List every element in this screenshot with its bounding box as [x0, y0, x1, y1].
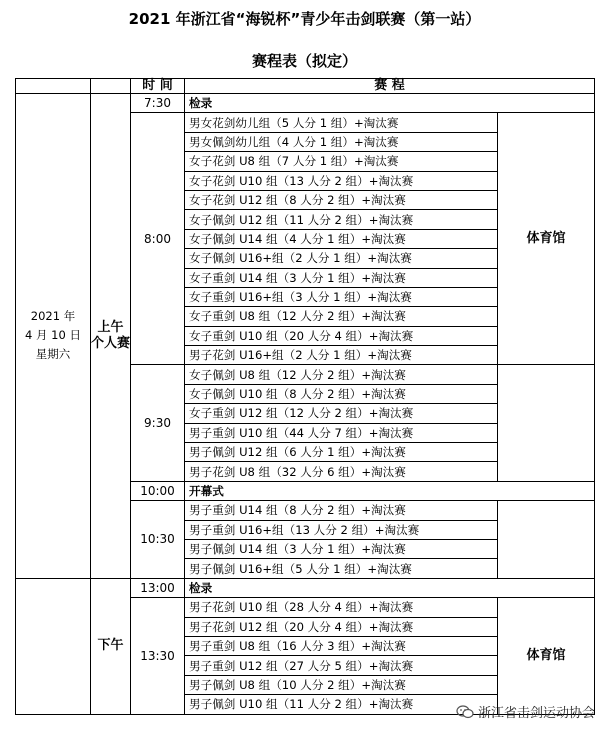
session-label-period: 下午: [97, 638, 124, 654]
event-cell: 男子重剑 U14 组（8 人分 2 组）+淘汰赛: [185, 501, 498, 520]
event-cell: 男子花剑 U10 组（28 人分 4 组）+淘汰赛: [185, 598, 498, 617]
session-cell: [91, 94, 131, 579]
event-cell: 男子花剑 U8 组（32 人分 6 组）+淘汰赛: [185, 462, 498, 481]
session-label-type: 个人赛: [91, 335, 131, 351]
header-time: 时 间: [131, 79, 185, 94]
table-row: [16, 94, 595, 113]
session-cell: [91, 578, 131, 714]
event-cell: 女子佩剑 U10 组（8 人分 2 组）+淘汰赛: [185, 384, 498, 403]
event-cell: 男子佩剑 U8 组（10 人分 2 组）+淘汰赛: [185, 675, 498, 694]
venue-cell: 体育馆: [498, 598, 595, 714]
page-title: 2021 年浙江省“海锐杯”青少年击剑联赛（第一站）: [128, 10, 481, 28]
header-schedule: 赛 程: [185, 79, 595, 94]
event-cell: 男子重剑 U8 组（16 人分 3 组）+淘汰赛: [185, 636, 498, 655]
date-line-2: 4 月 10 日: [25, 328, 81, 343]
table-row: [16, 578, 595, 597]
event-cell: 男子重剑 U10 组（44 人分 7 组）+淘汰赛: [185, 423, 498, 442]
event-cell: 男子花剑 U12 组（20 人分 4 组）+淘汰赛: [185, 617, 498, 636]
time-cell: 10:30: [131, 501, 185, 579]
event-cell: 女子重剑 U8 组（12 人分 2 组）+淘汰赛: [185, 307, 498, 326]
event-cell: 男子佩剑 U16+组（5 人分 1 组）+淘汰赛: [185, 559, 498, 578]
event-cell: 女子佩剑 U12 组（11 人分 2 组）+淘汰赛: [185, 210, 498, 229]
venue-cell: 体育馆: [498, 113, 595, 365]
date-line-3: 星期六: [35, 347, 71, 362]
date-cell-empty: [16, 578, 91, 714]
event-cell: 检录: [185, 578, 595, 597]
wechat-icon: [456, 705, 474, 719]
session-label-period: 上午: [97, 319, 124, 335]
header-blank-date: [16, 79, 91, 94]
event-cell: 男女花剑幼儿组（5 人分 1 组）+淘汰赛: [185, 113, 498, 132]
venue-cell-empty: [498, 365, 595, 481]
time-cell: 10:00: [131, 481, 185, 500]
event-cell: 男子佩剑 U12 组（6 人分 1 组）+淘汰赛: [185, 443, 498, 462]
event-cell: 男子重剑 U16+组（13 人分 2 组）+淘汰赛: [185, 520, 498, 539]
event-cell: 男女佩剑幼儿组（4 人分 1 组）+淘汰赛: [185, 132, 498, 151]
time-cell: 7:30: [131, 94, 185, 113]
event-cell: 女子花剑 U12 组（8 人分 2 组）+淘汰赛: [185, 190, 498, 209]
event-cell: 开幕式: [185, 481, 595, 500]
event-cell: 女子重剑 U16+组（3 人分 1 组）+淘汰赛: [185, 287, 498, 306]
time-cell: 13:00: [131, 578, 185, 597]
time-cell: 13:30: [131, 598, 185, 714]
watermark-text: 浙江省击剑运动协会: [477, 706, 595, 721]
event-cell: 女子佩剑 U16+组（2 人分 1 组）+淘汰赛: [185, 249, 498, 268]
schedule-table: [15, 78, 595, 715]
event-cell: 女子重剑 U12 组（12 人分 2 组）+淘汰赛: [185, 404, 498, 423]
event-cell: 男子花剑 U16+组（2 人分 1 组）+淘汰赛: [185, 346, 498, 365]
watermark: [456, 702, 595, 721]
event-cell: 女子花剑 U10 组（13 人分 2 组）+淘汰赛: [185, 171, 498, 190]
time-cell: 8:00: [131, 113, 185, 365]
venue-cell-empty: [498, 501, 595, 579]
date-line-1: 2021 年: [30, 309, 76, 324]
event-cell: 女子佩剑 U8 组（12 人分 2 组）+淘汰赛: [185, 365, 498, 384]
page-subtitle: 赛程表（拟定）: [251, 52, 357, 70]
event-cell: 女子重剑 U10 组（20 人分 4 组）+淘汰赛: [185, 326, 498, 345]
event-cell: 男子佩剑 U14 组（3 人分 1 组）+淘汰赛: [185, 539, 498, 558]
event-cell: 女子佩剑 U14 组（4 人分 1 组）+淘汰赛: [185, 229, 498, 248]
event-cell: 女子花剑 U8 组（7 人分 1 组）+淘汰赛: [185, 152, 498, 171]
event-cell: 男子佩剑 U10 组（11 人分 2 组）+淘汰赛: [185, 695, 498, 714]
event-cell: 检录: [185, 94, 595, 113]
time-cell: 9:30: [131, 365, 185, 481]
event-cell: 女子重剑 U14 组（3 人分 1 组）+淘汰赛: [185, 268, 498, 287]
date-cell: [16, 94, 91, 579]
event-cell: 男子重剑 U12 组（27 人分 5 组）+淘汰赛: [185, 656, 498, 675]
header-blank-session: [91, 79, 131, 94]
